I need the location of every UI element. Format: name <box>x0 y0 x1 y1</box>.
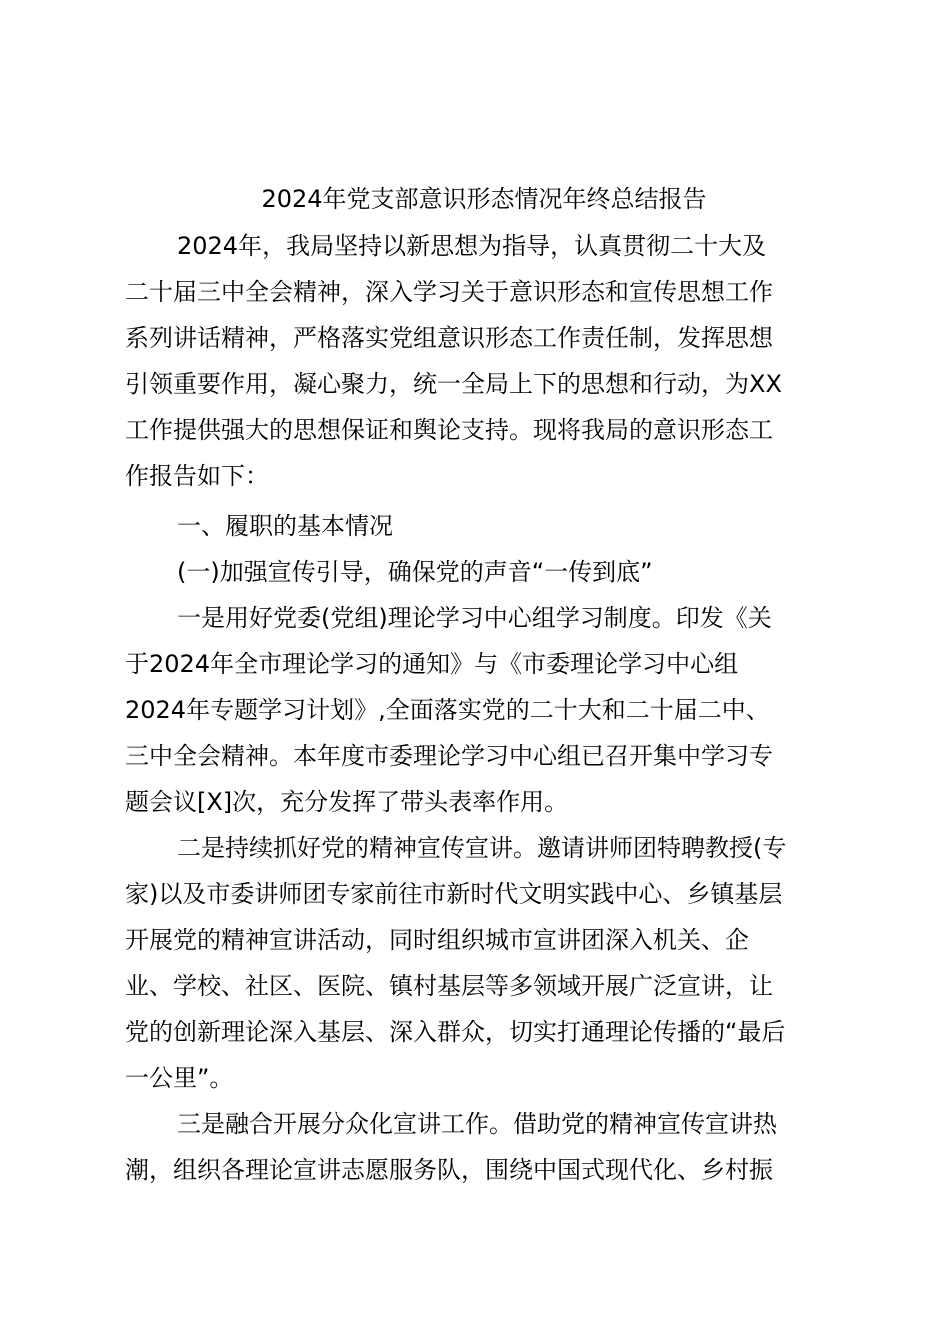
text-line: 开展党的精神宣讲活动，同时组织城市宣讲团深入机关、企 <box>125 926 749 954</box>
text-line: 潮，组织各理论宣讲志愿服务队，围绕中国式现代化、乡村振 <box>125 1156 773 1184</box>
text-line: 党的创新理论深入基层、深入群众，切实打通理论传播的“最后 <box>125 1018 786 1046</box>
intro-paragraph <box>125 223 835 499</box>
text-line: 三是融合开展分众化宣讲工作。借助党的精神宣传宣讲热 <box>177 1110 777 1138</box>
document-body <box>125 175 835 1193</box>
body-paragraph-2 <box>125 825 835 1101</box>
text-line: 题会议[X]次，充分发挥了带头表率作用。 <box>125 788 569 816</box>
text-line: 家)以及市委讲师团专家前往市新时代文明实践中心、乡镇基层 <box>125 880 783 908</box>
text-line: 引领重要作用，凝心聚力，统一全局上下的思想和行动，为XX <box>125 370 782 398</box>
text-line: 二十届三中全会精神，深入学习关于意识形态和宣传思想工作 <box>125 278 773 306</box>
body-paragraph-3 <box>125 1101 835 1193</box>
body-paragraph-1 <box>125 595 835 825</box>
text-line: 2024年，我局坚持以新思想为指导，认真贯彻二十大及 <box>177 232 767 260</box>
text-line: 工作提供强大的思想保证和舆论支持。现将我局的意识形态工 <box>125 416 773 444</box>
text-line: 三中全会精神。本年度市委理论学习中心组已召开集中学习专 <box>125 742 773 770</box>
text-line: 2024年专题学习计划》,全面落实党的二十大和二十届二中、 <box>125 696 770 724</box>
text-line: 一公里”。 <box>125 1064 234 1092</box>
document-title: 2024年党支部意识形态情况年终总结报告 <box>261 185 707 213</box>
text-line: 一是用好党委(党组)理论学习中心组学习制度。印发《关 <box>177 604 772 632</box>
text-line: 系列讲话精神，严格落实党组意识形态工作责任制，发挥思想 <box>125 324 773 352</box>
subsection-heading: (一)加强宣传引导，确保党的声音“一传到底” <box>177 558 653 586</box>
text-line: 作报告如下： <box>125 462 269 490</box>
section-heading: 一、履职的基本情况 <box>177 512 393 540</box>
text-line: 业、学校、社区、医院、镇村基层等多领域开展广泛宣讲，让 <box>125 972 773 1000</box>
text-line: 二是持续抓好党的精神宣传宣讲。邀请讲师团特聘教授(专 <box>177 834 787 862</box>
text-line: 于2024年全市理论学习的通知》与《市委理论学习中心组 <box>125 650 739 678</box>
